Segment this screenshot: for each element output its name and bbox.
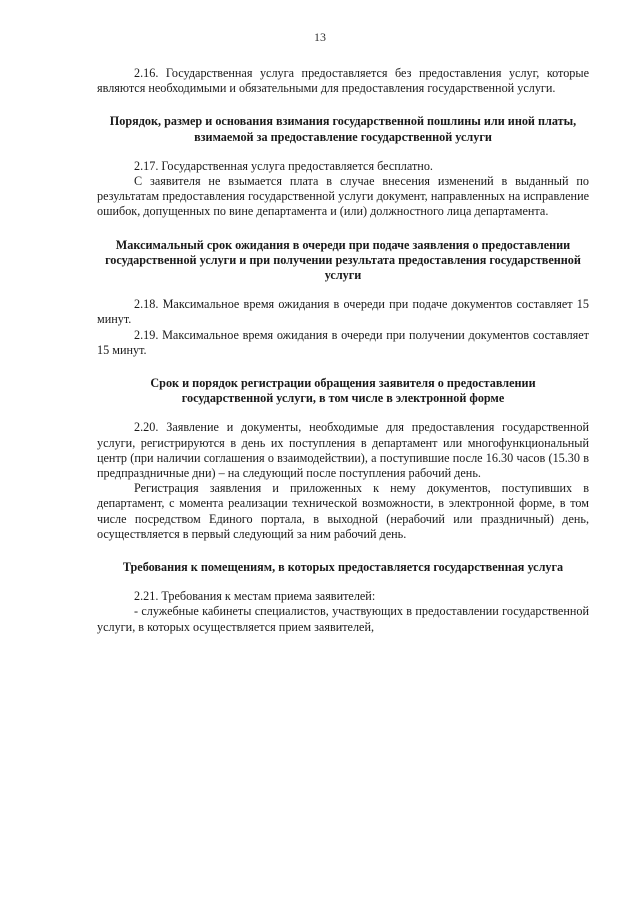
paragraph-2-17: 2.17. Государственная услуга предоставляется бесплатно. — [134, 158, 433, 173]
paragraph-2-16: 2.16. Государственная услуга предоставляется без предоставления услуг, которые являются необходимыми и обязательными для предоставления государственной услуги. — [97, 66, 589, 96]
paragraph-2-20: 2.20. Заявление и документы, необходимые для предоставления государственной услуги, регистрируются в день их поступления в департамент или многофункциональный центр (при наличии соглашения о взаимодействии), а поступившие после 16.30 часов (15.30 в предпраздничные дни) – на следующий после поступления рабочий день. — [97, 420, 589, 481]
paragraph-2-18: 2.18. Максимальное время ожидания в очереди при подаче документов составляет 15 минут. — [97, 297, 589, 327]
paragraph-2-21: 2.21. Требования к местам приема заявителей: — [134, 589, 376, 604]
paragraph-2-19: 2.19. Максимальное время ожидания в очереди при получении документов составляет 15 минут. — [97, 327, 589, 357]
section-heading-queue-time: Максимальный срок ожидания в очереди при подаче заявления о предоставлении государственной услуги и при получении результата предоставления государственной услуги — [105, 237, 581, 283]
section-heading-premises: Требования к помещениям, в которых предоставляется государственная услуга — [122, 560, 564, 575]
paragraph-no-fee-corrections: С заявителя не взымается плата в случае внесения изменений в выданный по результатам предоставления государственной услуги документ, направленных на исправление ошибок, допущенных по вине департамента и (или) должностного лица департамента. — [97, 174, 589, 219]
paragraph-registration-electronic: Регистрация заявления и приложенных к нему документов, поступивших в департамент, с момента реализации технической возможности, в электронной форме, в том числе посредством Единого портала, в выходной (нерабочий или праздничный) день, осуществляется в первый следующий за ним рабочий день. — [97, 481, 589, 541]
section-heading-registration: Срок и порядок регистрации обращения заявителя о предоставлении государственной услуги, в том числе в электронной форме — [150, 376, 536, 406]
paragraph-offices-list-item: - служебные кабинеты специалистов, участвующих в предоставлении государственной услуги, в которых осуществляется прием заявителей, — [97, 604, 589, 634]
section-heading-fees: Порядок, размер и основания взимания государственной пошлины или иной платы, взимаемой за предоставление государственной услуги — [109, 114, 577, 144]
document-body — [97, 66, 589, 635]
page-number: 13 — [314, 30, 326, 44]
